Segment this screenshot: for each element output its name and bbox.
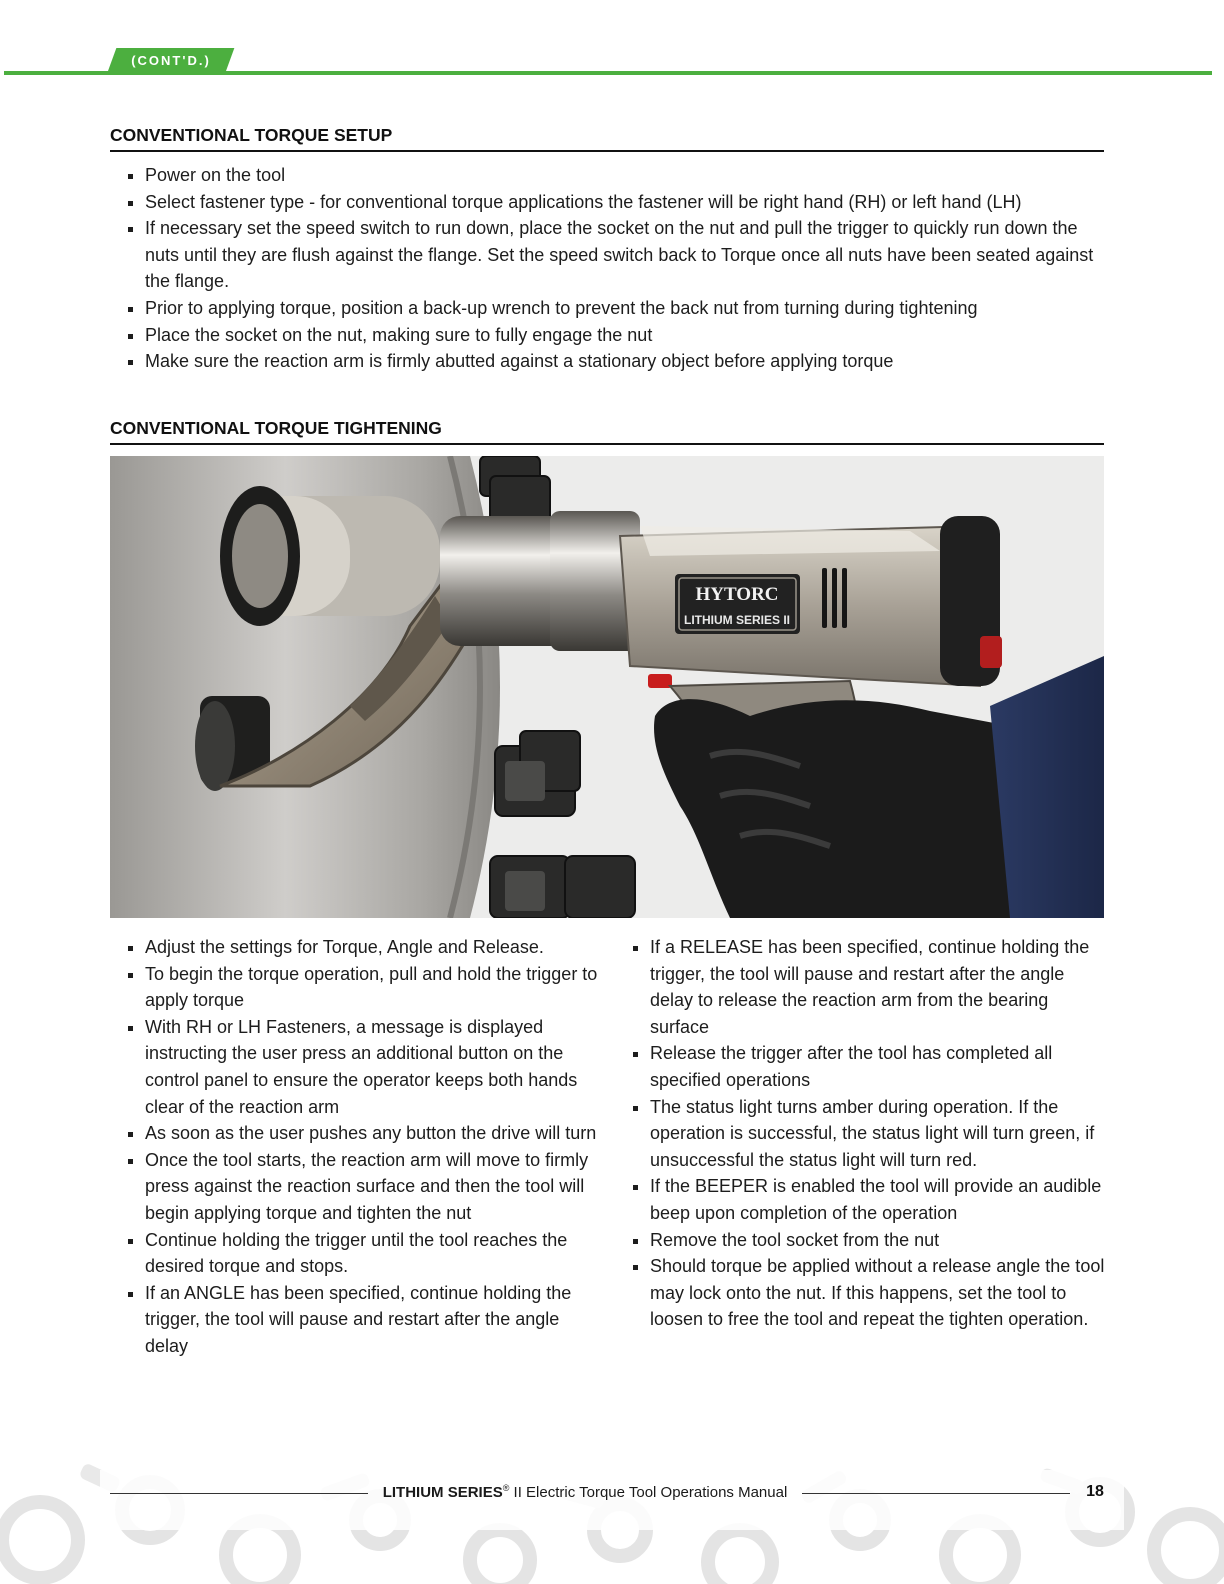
setup-section-title: CONVENTIONAL TORQUE SETUP (110, 125, 1104, 152)
list-item: If the BEEPER is enabled the tool will provide an audible beep upon completion of the operation (615, 1173, 1105, 1226)
list-item: Make sure the reaction arm is firmly abutted against a stationary object before applying torque (110, 348, 1104, 375)
torque-tool-photo (110, 456, 1104, 918)
list-item: Once the tool starts, the reaction arm will move to firmly press against the reaction surface and then the tool will begin applying torque and tighten the nut (110, 1147, 605, 1227)
series-label: LITHIUM SERIES II (683, 613, 791, 627)
tightening-left-list (110, 934, 605, 1360)
header-tab-label: (CONT'D.) (131, 52, 211, 68)
tightening-right-list (615, 934, 1105, 1333)
list-item: If an ANGLE has been specified, continue holding the trigger, the tool will pause and restart after the angle delay (110, 1280, 605, 1360)
list-item: To begin the torque operation, pull and hold the trigger to apply torque (110, 961, 605, 1014)
page-number: 18 (1086, 1483, 1104, 1500)
list-item: Should torque be applied without a release angle the tool may lock onto the nut. If this happens, set the tool to loosen to free the tool and repeat the tighten operation. (615, 1253, 1105, 1333)
list-item: Power on the tool (110, 162, 1104, 189)
footer-gear-pattern (0, 1450, 1224, 1584)
footer-manual-subtitle: II Electric Torque Tool Operations Manual (509, 1484, 788, 1501)
list-item: Select fastener type - for conventional torque applications the fastener will be right hand (RH) or left hand (LH) (110, 189, 1104, 216)
list-item: If necessary set the speed switch to run down, place the socket on the nut and pull the trigger to quickly run down the nuts until they are flush against the flange. Set the speed switch back to Torque once all nuts have been seated against the flange. (110, 215, 1104, 295)
list-item: With RH or LH Fasteners, a message is displayed instructing the user press an additional button on the control panel to ensure the operator keeps both hands clear of the reaction arm (110, 1014, 605, 1120)
list-item: Prior to applying torque, position a back-up wrench to prevent the back nut from turning during tightening (110, 295, 1104, 322)
brand-label: HYTORC (695, 584, 779, 605)
list-item: As soon as the user pushes any button the drive will turn (110, 1120, 605, 1147)
list-item: If a RELEASE has been specified, continue holding the trigger, the tool will pause and restart after the angle delay to release the reaction arm from the bearing surface (615, 934, 1105, 1040)
list-item: The status light turns amber during operation. If the operation is successful, the status light will turn green, if unsuccessful the status light will turn red. (615, 1094, 1105, 1174)
footer-rule-right (802, 1493, 1070, 1494)
tightening-section-title: CONVENTIONAL TORQUE TIGHTENING (110, 418, 1104, 445)
torque-tool-illustration (110, 456, 1104, 918)
list-item: Release the trigger after the tool has completed all specified operations (615, 1040, 1105, 1093)
list-item: Place the socket on the nut, making sure to fully engage the nut (110, 322, 1104, 349)
registered-mark: ® (502, 1483, 510, 1493)
footer-manual-title (368, 1483, 802, 1501)
setup-list (110, 162, 1104, 375)
footer-series-name: LITHIUM SERIES (382, 1484, 503, 1501)
list-item: Adjust the settings for Torque, Angle and Release. (110, 934, 605, 961)
list-item: Remove the tool socket from the nut (615, 1227, 1105, 1254)
list-item: Continue holding the trigger until the tool reaches the desired torque and stops. (110, 1227, 605, 1280)
footer-rule-left (110, 1493, 368, 1494)
